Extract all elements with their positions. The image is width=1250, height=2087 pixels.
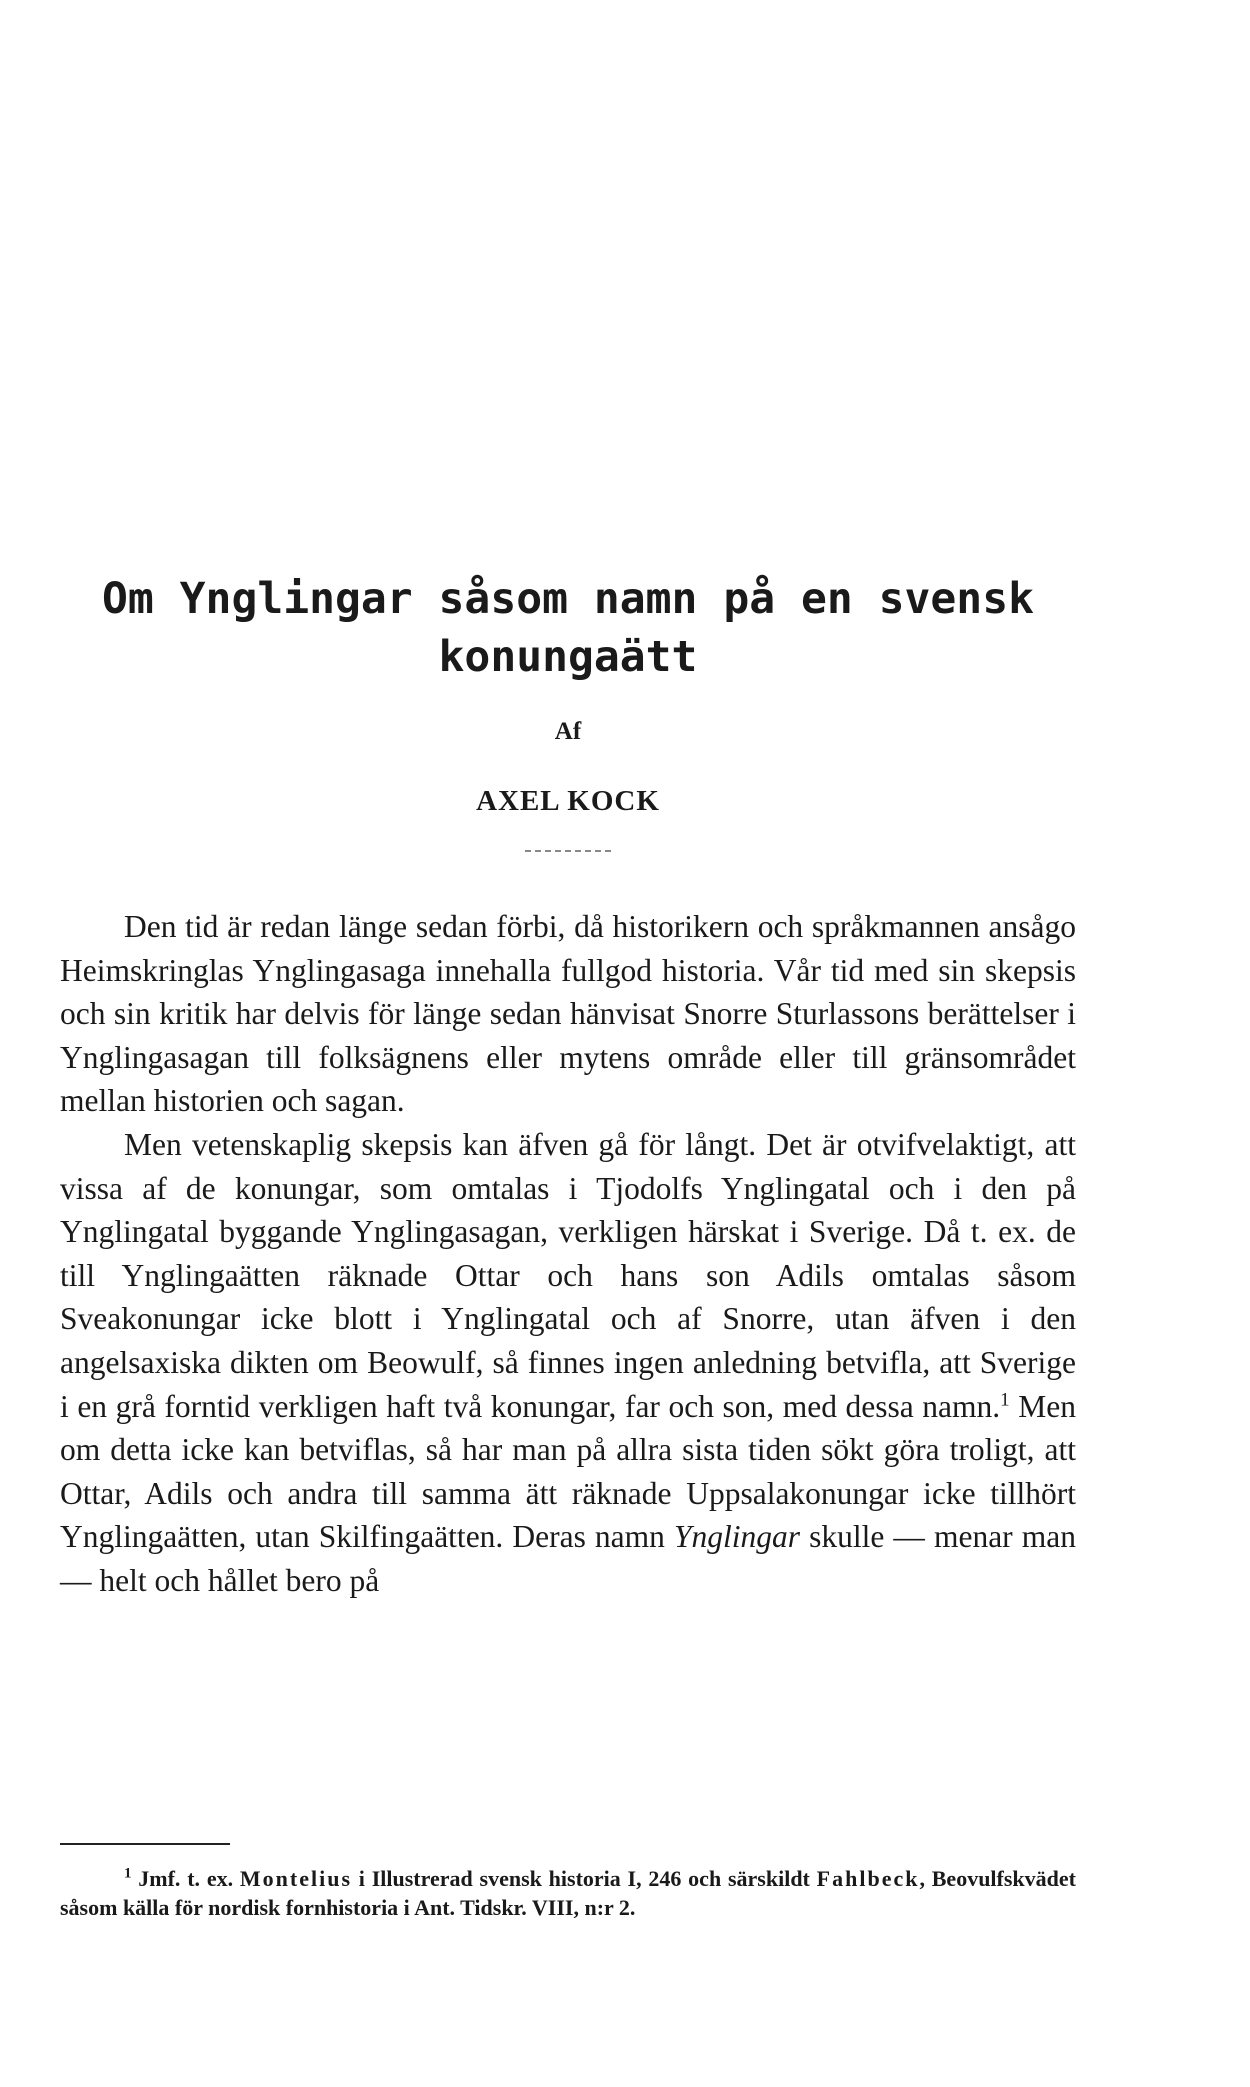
- paragraph-2-text-b: Men om detta icke kan betviflas, så har man på allra sista tiden sökt göra troligt, att Ottar, Adils och andra till samma ätt räknade Uppsalakonungar icke tillhört Ynglingaätten, utan Skilfingaätten. Deras namn: [60, 1388, 1076, 1555]
- document-page: [60, 0, 1076, 2087]
- paragraph-2-text-c: skulle — menar man — helt och hållet bero på: [60, 1519, 1076, 1598]
- footnote-rule: [60, 1843, 230, 1845]
- article-title-line-1: Om Ynglingar såsom namn på en svensk: [102, 574, 1034, 624]
- footnote-text-3: , Beovulfskvädet såsom källa för nordisk fornhistoria i Ant. Tidskr. VIII, n:r 2.: [60, 1866, 1076, 1920]
- footnote-text-2: i Illustrerad svensk historia I, 246 och särskildt: [352, 1866, 817, 1891]
- byline-prefix: Af: [554, 718, 582, 745]
- paragraph-1: Den tid är redan länge sedan förbi, då historikern och språkmannen ansågo Heimskringlas Ynglingasaga innehalla fullgod historia. Vår tid med sin skepsis och sin kritik har delvis för länge sedan hänvisat Snorre Sturlassons berättelser i Ynglingasagan till folksägnens eller mytens område eller till gränsområdet mellan historien och sagan.: [60, 909, 1076, 1119]
- paragraph-2-text-a: Men vetenskaplig skepsis kan äfven gå för långt. Det är otvifvelaktigt, att vissa af de konungar, som omtalas i Tjodolfs Ynglingatal och i den på Ynglingatal byggande Ynglingasagan, verkligen härskat i Sverige. Då t. ex. de till Ynglingaätten räknade Ottar och hans son Adils omtalas såsom Sveakonungar icke blott i Ynglingatal och af Snorre, utan äfven i den angelsaxiska dikten om Beowulf, så finnes ingen anledning betvifla, att Sverige i en grå forntid verkligen haft två konungar, far och son, med dessa namn.: [60, 1126, 1076, 1424]
- article-body: [60, 905, 1076, 1603]
- footnote-reference[interactable]: 1: [1000, 1389, 1010, 1411]
- footnote-text-1: Jmf. t. ex.: [131, 1866, 240, 1891]
- article-title: [60, 570, 1076, 686]
- paragraph-2: [60, 1123, 1076, 1603]
- article-title-line-2: konungaätt: [438, 632, 698, 682]
- footnote-author-1: Montelius: [239, 1866, 353, 1891]
- footnote-marker: 1: [124, 1865, 132, 1882]
- footnote: [60, 1864, 1076, 1922]
- italic-term: Ynglingar: [673, 1519, 800, 1555]
- footnote-author-2: Fahlbeck: [816, 1866, 920, 1891]
- author-name: AXEL KOCK: [476, 785, 660, 817]
- title-divider: [525, 850, 611, 852]
